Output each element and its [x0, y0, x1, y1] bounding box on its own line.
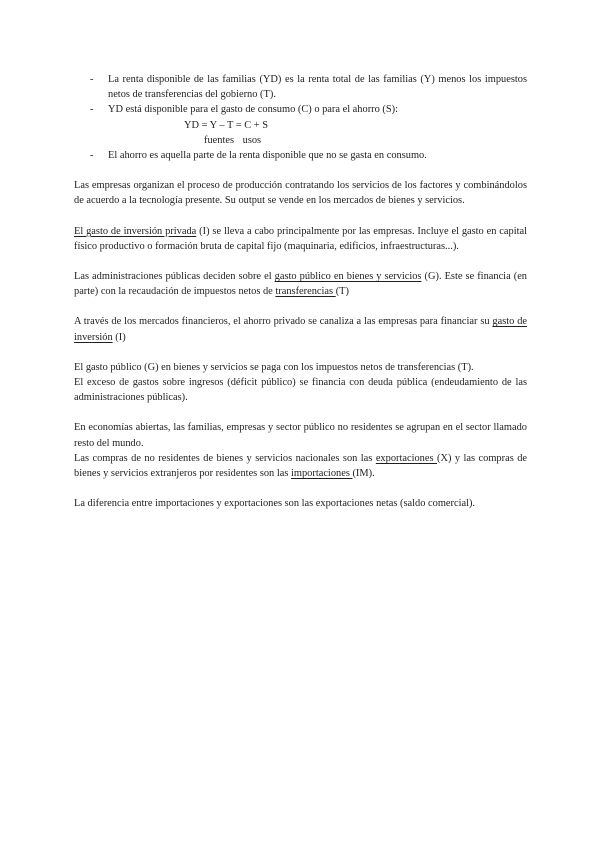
bullet-item	[74, 102, 527, 117]
paragraph-text: (IM).	[352, 468, 375, 480]
paragraph-text: (I)	[112, 331, 126, 343]
paragraph-diferencia: La diferencia entre importaciones y exportaciones son las exportaciones netas (saldo comercial).	[74, 498, 476, 510]
formula-labels	[74, 133, 527, 148]
formula-label-sources: fuentes	[204, 134, 235, 146]
term-gasto-inversion-privada: El gasto de inversión privada	[74, 225, 197, 237]
bullet-dash: -	[90, 150, 94, 162]
term-importaciones: importaciones	[291, 468, 353, 480]
bullet-text: YD está disponible para el gasto de consumo (C) o para el ahorro (S):	[108, 104, 398, 116]
term-gasto-publico: gasto público en bienes y servicios	[274, 271, 422, 283]
bullet-list	[74, 148, 527, 163]
paragraph-comercio	[74, 451, 527, 481]
bullet-text: El ahorro es aquella parte de la renta disponible que no se gasta en consumo.	[108, 150, 427, 162]
paragraph-text: (X) y las compras de bienes y servicios extranjeros por residentes son las	[74, 452, 528, 480]
paragraph-text: (G). Este se financia (en parte) con la recaudación de impuestos netos de	[74, 271, 527, 298]
paragraph-text: (T)	[335, 286, 349, 298]
bullet-text: La renta disponible de las familias (YD) es la renta total de las familias (Y) menos los impuestos netos de transferencias del gobierno (T).	[108, 74, 527, 101]
paragraph-deficit: El exceso de gastos sobre ingresos (déficit público) se financia con deuda pública (endeudamiento de las administraciones públicas).	[74, 377, 527, 404]
paragraph-empresas: Las empresas organizan el proceso de producción contratando los servicios de los factores y combinándolos de acuerdo a la tecnología presente. Su output se vende en los mercados de bienes y servicios.	[74, 180, 527, 207]
paragraph-text: Las compras de no residentes de bienes y servicios nacionales son las	[74, 452, 376, 464]
paragraph-inversion	[74, 224, 527, 254]
formula-equation: YD = Y – T = C + S	[184, 119, 268, 131]
document-body	[74, 72, 527, 511]
paragraph-administraciones	[74, 269, 527, 299]
bullet-list	[74, 72, 527, 118]
formula-label-uses: usos	[242, 134, 262, 146]
bullet-dash: -	[90, 74, 94, 85]
paragraph-mercados	[74, 314, 527, 344]
term-exportaciones: exportaciones	[375, 452, 437, 464]
term-transferencias: transferencias	[275, 286, 336, 298]
bullet-item	[74, 72, 527, 102]
paragraph-text: Las administraciones públicas deciden sobre el	[74, 271, 275, 283]
paragraph-economias-abiertas: En economías abiertas, las familias, empresas y sector público no residentes se agrupan en el sector llamado resto del mundo.	[74, 422, 527, 449]
paragraph-gasto-publico: El gasto público (G) en bienes y servicios se paga con los impuestos netos de transferencias (T).	[74, 361, 474, 373]
paragraph-text: (I) se lleva a cabo principalmente por las empresas. Incluye el gasto en capital físico productivo o formación bruta de capital fijo (maquinaria, edificios, infraestructuras...).	[74, 225, 527, 252]
paragraph-text: A través de los mercados financieros, el ahorro privado se canaliza a las empresas para financiar su	[74, 316, 493, 328]
term-gasto-inversion: gasto de inversión	[74, 316, 528, 343]
bullet-item	[74, 148, 527, 163]
bullet-dash: -	[90, 104, 94, 116]
